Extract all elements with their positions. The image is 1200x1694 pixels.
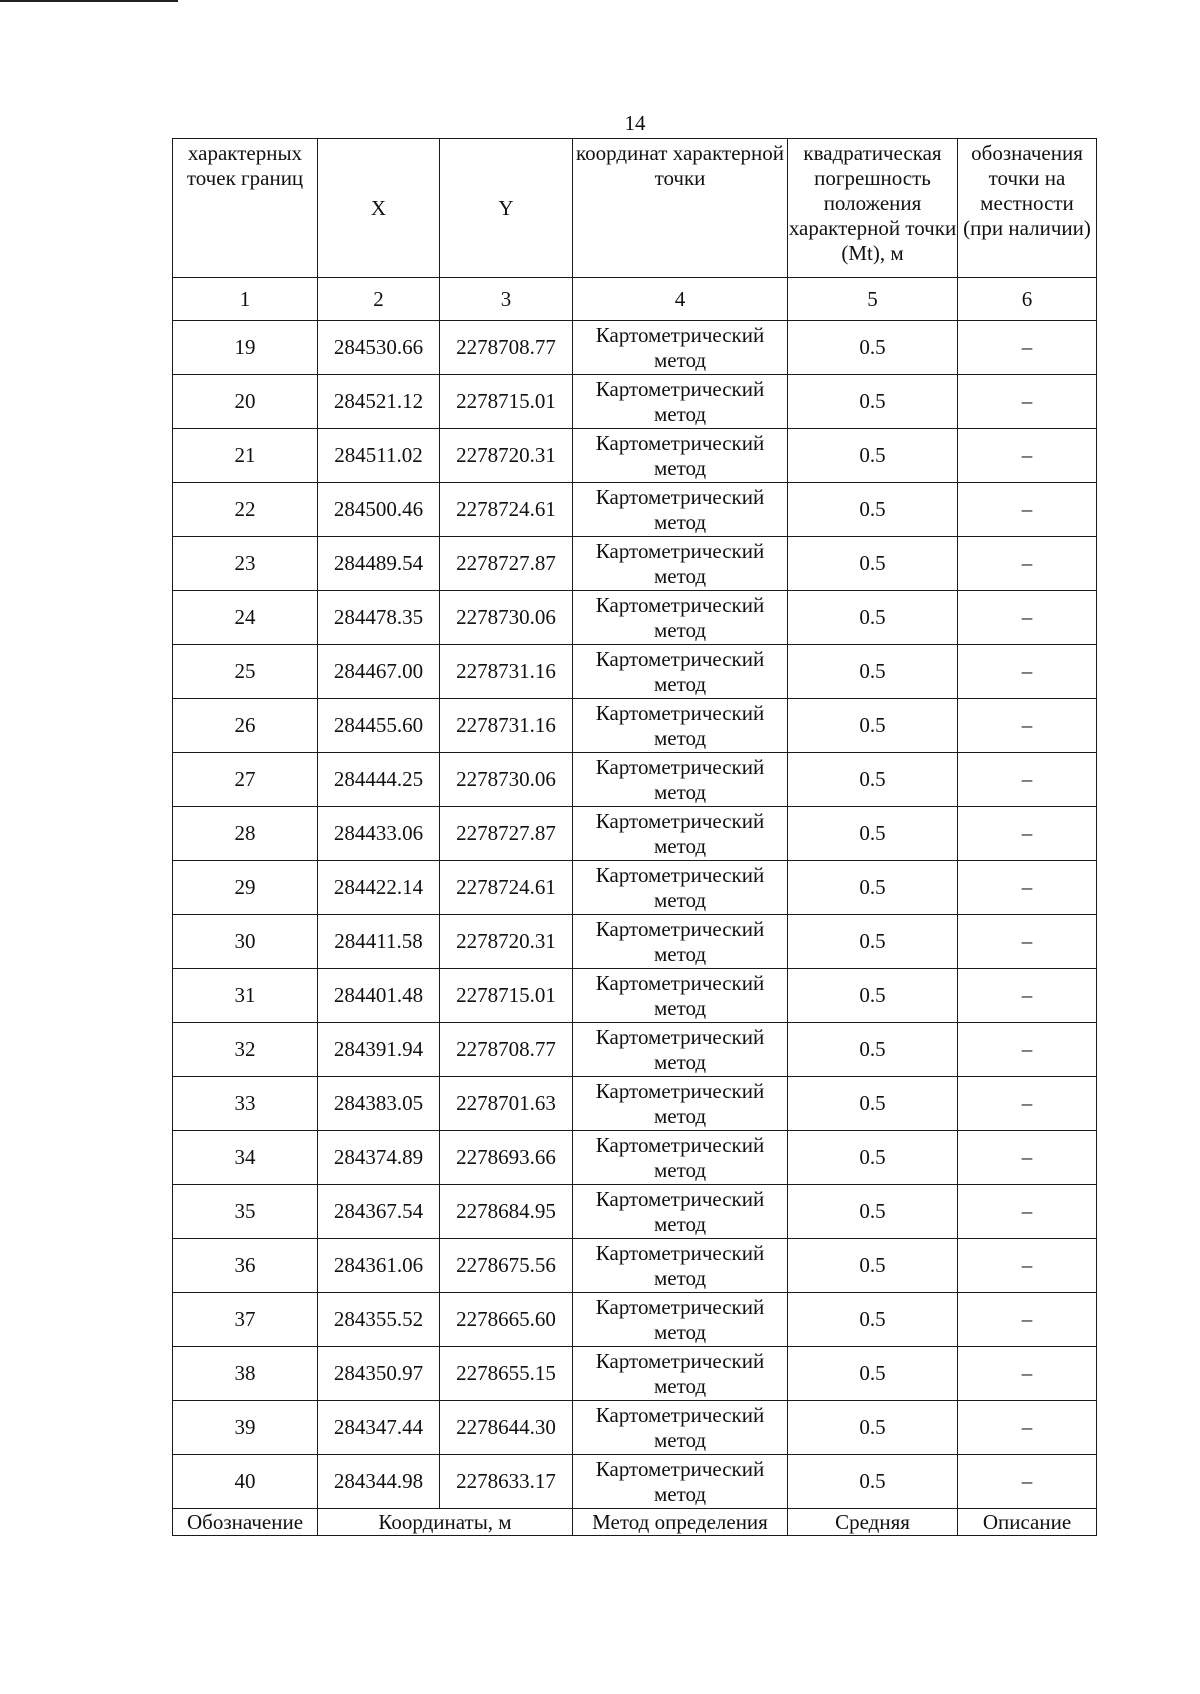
table-row — [173, 1455, 1097, 1509]
table-row — [173, 321, 1097, 375]
table-row — [173, 861, 1097, 915]
y-coordinate-cell: 2278684.95 — [440, 1185, 573, 1239]
point-number-cell: 32 — [173, 1023, 318, 1077]
table-row — [173, 753, 1097, 807]
y-coordinate-cell: 2278724.61 — [440, 483, 573, 537]
point-number-cell: 34 — [173, 1131, 318, 1185]
header-description: обозначения точки на местности (при наличии) — [958, 139, 1097, 278]
method-cell: Картометрический метод — [573, 1455, 788, 1509]
table-row — [173, 591, 1097, 645]
footer-method: Метод определения — [573, 1509, 788, 1536]
method-cell: Картометрический метод — [573, 1401, 788, 1455]
mt-cell: 0.5 — [788, 807, 958, 861]
table-row — [173, 1293, 1097, 1347]
description-cell: – — [958, 483, 1097, 537]
y-coordinate-cell: 2278720.31 — [440, 429, 573, 483]
point-number-cell: 39 — [173, 1401, 318, 1455]
y-coordinate-cell: 2278701.63 — [440, 1077, 573, 1131]
table-body — [173, 139, 1097, 1536]
description-cell: – — [958, 1185, 1097, 1239]
method-cell: Картометрический метод — [573, 807, 788, 861]
point-number-cell: 20 — [173, 375, 318, 429]
header-mt: квадратическая погрешность положения характерной точки (Mt), м — [788, 139, 958, 278]
point-number-cell: 19 — [173, 321, 318, 375]
header-point-name: характерных точек границ — [173, 139, 318, 278]
method-cell: Картометрический метод — [573, 699, 788, 753]
mt-cell: 0.5 — [788, 1293, 958, 1347]
column-number: 2 — [318, 278, 440, 321]
table-row — [173, 429, 1097, 483]
mt-cell: 0.5 — [788, 429, 958, 483]
column-number: 1 — [173, 278, 318, 321]
x-coordinate-cell: 284361.06 — [318, 1239, 440, 1293]
header-y: Y — [440, 139, 573, 278]
description-cell: – — [958, 1455, 1097, 1509]
description-cell: – — [958, 915, 1097, 969]
footer-designation: Обозначение — [173, 1509, 318, 1536]
footer-coordinates: Координаты, м — [318, 1509, 573, 1536]
description-cell: – — [958, 699, 1097, 753]
table-row — [173, 1401, 1097, 1455]
x-coordinate-cell: 284383.05 — [318, 1077, 440, 1131]
point-number-cell: 26 — [173, 699, 318, 753]
mt-cell: 0.5 — [788, 1131, 958, 1185]
method-cell: Картометрический метод — [573, 1347, 788, 1401]
y-coordinate-cell: 2278633.17 — [440, 1455, 573, 1509]
description-cell: – — [958, 1131, 1097, 1185]
x-coordinate-cell: 284530.66 — [318, 321, 440, 375]
table-row — [173, 915, 1097, 969]
point-number-cell: 25 — [173, 645, 318, 699]
scan-edge-line — [0, 0, 178, 2]
x-coordinate-cell: 284344.98 — [318, 1455, 440, 1509]
y-coordinate-cell: 2278730.06 — [440, 753, 573, 807]
description-cell: – — [958, 375, 1097, 429]
description-cell: – — [958, 807, 1097, 861]
point-number-cell: 35 — [173, 1185, 318, 1239]
mt-cell: 0.5 — [788, 753, 958, 807]
mt-cell: 0.5 — [788, 1077, 958, 1131]
footer-mean: Средняя — [788, 1509, 958, 1536]
description-cell: – — [958, 1023, 1097, 1077]
x-coordinate-cell: 284374.89 — [318, 1131, 440, 1185]
description-cell: – — [958, 1239, 1097, 1293]
mt-cell: 0.5 — [788, 591, 958, 645]
point-number-cell: 22 — [173, 483, 318, 537]
table-footer-row — [173, 1509, 1097, 1536]
header-method: координат характерной точки — [573, 139, 788, 278]
x-coordinate-cell: 284401.48 — [318, 969, 440, 1023]
method-cell: Картометрический метод — [573, 375, 788, 429]
point-number-cell: 28 — [173, 807, 318, 861]
description-cell: – — [958, 861, 1097, 915]
description-cell: – — [958, 591, 1097, 645]
y-coordinate-cell: 2278715.01 — [440, 969, 573, 1023]
x-coordinate-cell: 284422.14 — [318, 861, 440, 915]
description-cell: – — [958, 753, 1097, 807]
y-coordinate-cell: 2278724.61 — [440, 861, 573, 915]
method-cell: Картометрический метод — [573, 1077, 788, 1131]
mt-cell: 0.5 — [788, 375, 958, 429]
mt-cell: 0.5 — [788, 537, 958, 591]
y-coordinate-cell: 2278730.06 — [440, 591, 573, 645]
footer-description: Описание — [958, 1509, 1097, 1536]
point-number-cell: 30 — [173, 915, 318, 969]
method-cell: Картометрический метод — [573, 753, 788, 807]
table-row — [173, 1077, 1097, 1131]
description-cell: – — [958, 1293, 1097, 1347]
mt-cell: 0.5 — [788, 321, 958, 375]
table-row — [173, 1347, 1097, 1401]
y-coordinate-cell: 2278731.16 — [440, 699, 573, 753]
description-cell: – — [958, 1077, 1097, 1131]
table-row — [173, 969, 1097, 1023]
y-coordinate-cell: 2278655.15 — [440, 1347, 573, 1401]
point-number-cell: 31 — [173, 969, 318, 1023]
table-row — [173, 1239, 1097, 1293]
x-coordinate-cell: 284500.46 — [318, 483, 440, 537]
mt-cell: 0.5 — [788, 1401, 958, 1455]
point-number-cell: 27 — [173, 753, 318, 807]
mt-cell: 0.5 — [788, 699, 958, 753]
column-number: 3 — [440, 278, 573, 321]
y-coordinate-cell: 2278708.77 — [440, 321, 573, 375]
description-cell: – — [958, 645, 1097, 699]
table-header-row — [173, 139, 1097, 278]
y-coordinate-cell: 2278731.16 — [440, 645, 573, 699]
y-coordinate-cell: 2278715.01 — [440, 375, 573, 429]
mt-cell: 0.5 — [788, 1239, 958, 1293]
coordinates-table — [172, 138, 1097, 1536]
method-cell: Картометрический метод — [573, 861, 788, 915]
table-row — [173, 375, 1097, 429]
table-row — [173, 645, 1097, 699]
table-row — [173, 537, 1097, 591]
mt-cell: 0.5 — [788, 861, 958, 915]
method-cell: Картометрический метод — [573, 1023, 788, 1077]
method-cell: Картометрический метод — [573, 321, 788, 375]
x-coordinate-cell: 284511.02 — [318, 429, 440, 483]
table-row — [173, 807, 1097, 861]
description-cell: – — [958, 1347, 1097, 1401]
mt-cell: 0.5 — [788, 1455, 958, 1509]
method-cell: Картометрический метод — [573, 1131, 788, 1185]
description-cell: – — [958, 969, 1097, 1023]
table-row — [173, 1023, 1097, 1077]
x-coordinate-cell: 284455.60 — [318, 699, 440, 753]
description-cell: – — [958, 1401, 1097, 1455]
x-coordinate-cell: 284411.58 — [318, 915, 440, 969]
method-cell: Картометрический метод — [573, 1293, 788, 1347]
header-x: X — [318, 139, 440, 278]
x-coordinate-cell: 284355.52 — [318, 1293, 440, 1347]
x-coordinate-cell: 284489.54 — [318, 537, 440, 591]
y-coordinate-cell: 2278720.31 — [440, 915, 573, 969]
mt-cell: 0.5 — [788, 1185, 958, 1239]
column-number: 5 — [788, 278, 958, 321]
y-coordinate-cell: 2278644.30 — [440, 1401, 573, 1455]
method-cell: Картометрический метод — [573, 1239, 788, 1293]
x-coordinate-cell: 284391.94 — [318, 1023, 440, 1077]
description-cell: – — [958, 321, 1097, 375]
point-number-cell: 33 — [173, 1077, 318, 1131]
point-number-cell: 21 — [173, 429, 318, 483]
x-coordinate-cell: 284433.06 — [318, 807, 440, 861]
page-number: 14 — [624, 111, 646, 135]
x-coordinate-cell: 284347.44 — [318, 1401, 440, 1455]
mt-cell: 0.5 — [788, 915, 958, 969]
point-number-cell: 24 — [173, 591, 318, 645]
point-number-cell: 38 — [173, 1347, 318, 1401]
method-cell: Картометрический метод — [573, 591, 788, 645]
y-coordinate-cell: 2278727.87 — [440, 537, 573, 591]
y-coordinate-cell: 2278693.66 — [440, 1131, 573, 1185]
column-number: 4 — [573, 278, 788, 321]
x-coordinate-cell: 284521.12 — [318, 375, 440, 429]
mt-cell: 0.5 — [788, 1347, 958, 1401]
point-number-cell: 29 — [173, 861, 318, 915]
method-cell: Картометрический метод — [573, 1185, 788, 1239]
column-number-row — [173, 278, 1097, 321]
method-cell: Картометрический метод — [573, 969, 788, 1023]
y-coordinate-cell: 2278665.60 — [440, 1293, 573, 1347]
table-row — [173, 1131, 1097, 1185]
x-coordinate-cell: 284444.25 — [318, 753, 440, 807]
description-cell: – — [958, 537, 1097, 591]
method-cell: Картометрический метод — [573, 483, 788, 537]
x-coordinate-cell: 284478.35 — [318, 591, 440, 645]
y-coordinate-cell: 2278708.77 — [440, 1023, 573, 1077]
point-number-cell: 23 — [173, 537, 318, 591]
method-cell: Картометрический метод — [573, 915, 788, 969]
table-row — [173, 1185, 1097, 1239]
mt-cell: 0.5 — [788, 969, 958, 1023]
x-coordinate-cell: 284350.97 — [318, 1347, 440, 1401]
method-cell: Картометрический метод — [573, 645, 788, 699]
table-row — [173, 483, 1097, 537]
method-cell: Картометрический метод — [573, 429, 788, 483]
x-coordinate-cell: 284367.54 — [318, 1185, 440, 1239]
point-number-cell: 37 — [173, 1293, 318, 1347]
table-row — [173, 699, 1097, 753]
point-number-cell: 40 — [173, 1455, 318, 1509]
column-number: 6 — [958, 278, 1097, 321]
y-coordinate-cell: 2278727.87 — [440, 807, 573, 861]
mt-cell: 0.5 — [788, 483, 958, 537]
method-cell: Картометрический метод — [573, 537, 788, 591]
mt-cell: 0.5 — [788, 645, 958, 699]
point-number-cell: 36 — [173, 1239, 318, 1293]
y-coordinate-cell: 2278675.56 — [440, 1239, 573, 1293]
x-coordinate-cell: 284467.00 — [318, 645, 440, 699]
description-cell: – — [958, 429, 1097, 483]
mt-cell: 0.5 — [788, 1023, 958, 1077]
